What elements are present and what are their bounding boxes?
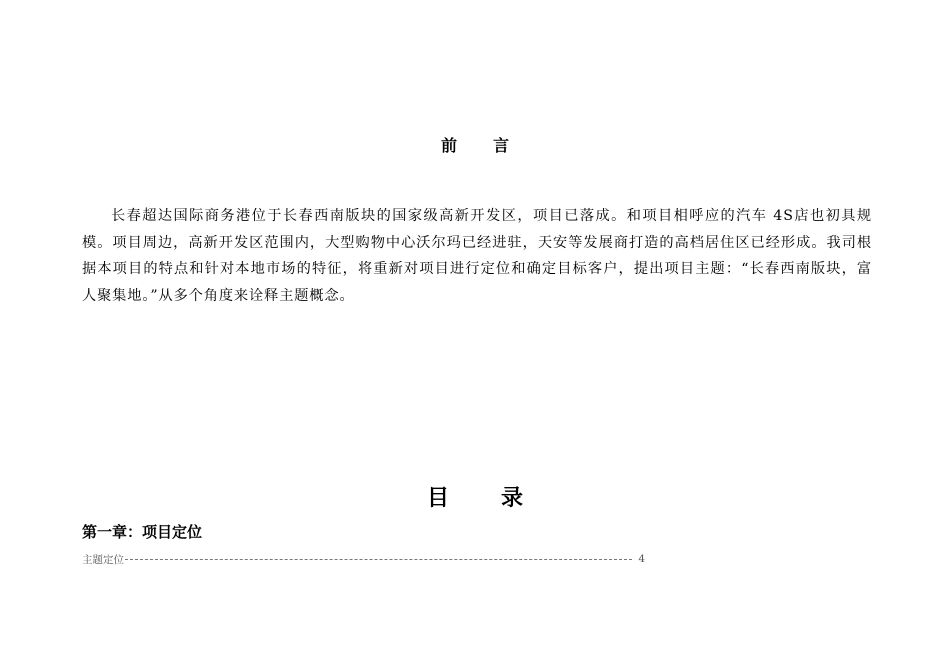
preface-paragraph: 长春超达国际商务港位于长春西南版块的国家级高新开发区，项目已落成。和项目相呼应的汽车 4S店也初具规模。项目周边，高新开发区范围内，大型购物中心沃尔玛已经进驻，天安等发展商打造的高档居住区已经形成。我司根据本项目的特点和针对本地市场的特征，将重新对项目进行定位和确定目标客户，提出项目主题：“长春西南版块，富人聚集地。”从多个角度来诠释主题概念。 xyxy=(82,208,872,304)
toc-entry[interactable] xyxy=(82,551,647,567)
toc-entry-page-number: 4 xyxy=(638,553,645,565)
chapter-heading: 第一章：项目定位 xyxy=(82,523,203,541)
toc-title-part2: 录 xyxy=(501,485,524,511)
toc-title xyxy=(0,484,950,512)
preface-title xyxy=(0,136,950,156)
preface-title-part2: 言 xyxy=(493,136,510,155)
toc-entry-label: 主题定位 xyxy=(82,553,124,566)
preface-title-part1: 前 xyxy=(440,136,457,155)
toc-title-part1: 目 xyxy=(426,485,449,511)
toc-leader-dashes xyxy=(125,559,632,560)
